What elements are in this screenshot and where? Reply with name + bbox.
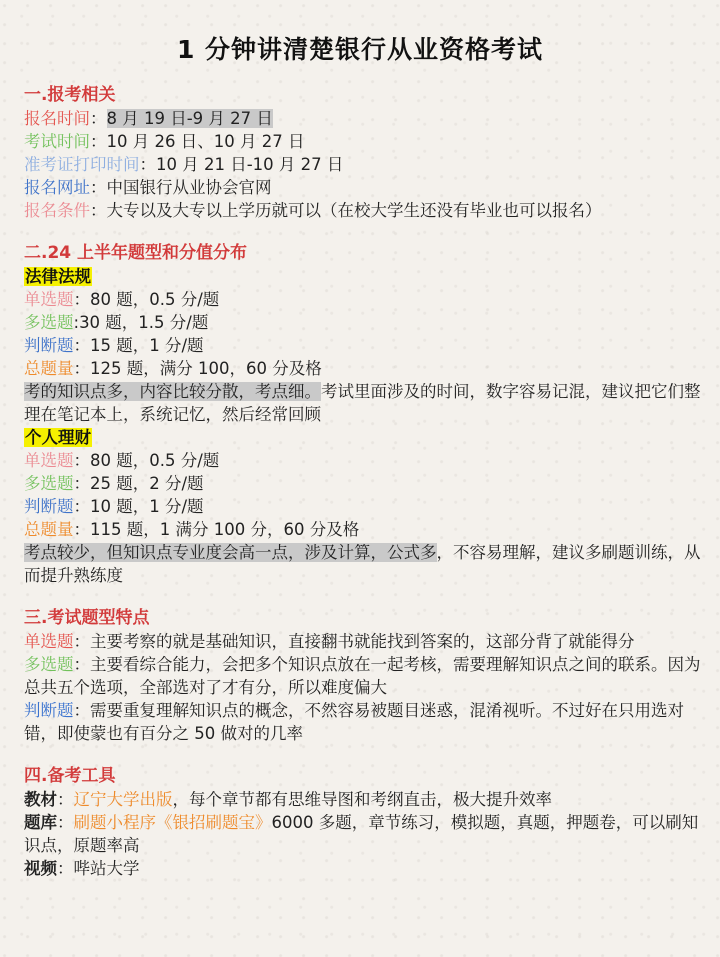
admit-card-time-row [24,153,704,176]
law-single-choice-row [24,288,704,311]
section-heading-question-features: 三.考试题型特点 [24,608,150,628]
exam-time-label: 考试时间 [24,132,90,151]
video-text: 哔站大学 [73,859,140,878]
textbook-highlight: 辽宁大学出版 [73,790,173,809]
law-note [24,380,704,426]
separator: : [73,313,80,332]
question-bank-text: 6000 多题，章节练习，模拟题，真题，押题卷，可以刷知识点，原题率高 [24,813,699,855]
law-multi-choice-row [24,311,704,334]
registration-site-value: 中国银行从业协会官网 [106,178,272,197]
separator: ： [57,813,74,832]
multi-choice-label: 多选题 [24,474,74,493]
separator: ： [73,474,90,493]
question-bank-highlight: 刷题小程序《银招刷题宝》 [73,813,272,832]
feature-single-choice [24,630,704,653]
separator: ： [57,859,74,878]
true-false-value: 10 题，1 分/题 [90,497,204,516]
single-choice-label: 单选题 [24,451,74,470]
finance-single-choice-row [24,449,704,472]
separator: ： [90,109,107,128]
separator: ： [73,520,90,539]
multi-choice-label: 多选题 [24,313,74,332]
registration-time-label: 报名时间 [24,109,90,128]
textbook-row [24,788,704,811]
multi-choice-label: 多选题 [24,655,74,674]
registration-condition-value: 大专以及大专以上学历就可以（在校大学生还没有毕业也可以报名） [106,201,602,220]
page-title: 1 分钟讲清楚银行从业资格考试 [176,35,544,64]
single-choice-value: 80 题，0.5 分/题 [90,451,220,470]
law-note-text: 考试里面涉及的时间，数字容易记混，建议把它们整理在笔记本上，系统记忆，然后经常回顾 [24,382,701,424]
subject-title-finance: 个人理财 [25,428,91,447]
total-label: 总题量 [24,520,74,539]
finance-multi-choice-row [24,472,704,495]
law-total-row [24,357,704,380]
separator: ： [73,451,90,470]
multi-choice-desc: 主要看综合能力，会把多个知识点放在一起考核，需要理解知识点之间的联系。因为总共五个选项，全部选对了才有分，所以难度偏大 [24,655,701,697]
single-choice-desc: 主要考察的就是基础知识，直接翻书就能找到答案的，这部分背了就能得分 [90,632,635,651]
exam-time-row [24,130,704,153]
section-heading-prep-tools: 四.备考工具 [24,766,116,786]
total-value: 115 题，1 满分 100 分，60 分及格 [90,520,360,539]
separator: ： [73,632,90,651]
separator: ： [73,655,90,674]
single-choice-label: 单选题 [24,632,74,651]
video-row [24,857,704,880]
finance-note [24,541,704,587]
finance-note-highlight: 考点较少，但知识点专业度会高一点，涉及计算，公式多 [24,543,437,562]
multi-choice-value: 30 题，1.5 分/题 [79,313,209,332]
separator: ： [90,132,107,151]
question-bank-label: 题库 [24,813,57,832]
textbook-label: 教材 [24,790,57,809]
finance-note-text: ，不容易理解，建议多刷题训练，从而提升熟练度 [24,543,701,585]
true-false-label: 判断题 [24,336,74,355]
video-label: 视频 [24,859,57,878]
exam-time-value: 10 月 26 日、10 月 27 日 [106,132,305,151]
registration-time-value: 8 月 19 日-9 月 27 日 [106,109,273,128]
registration-time-row [24,107,704,130]
registration-condition-row [24,199,704,222]
finance-true-false-row [24,495,704,518]
feature-multi-choice [24,653,704,699]
section-heading-registration: 一.报考相关 [24,85,116,105]
separator: ： [57,790,74,809]
admit-card-time-value: 10 月 21 日-10 月 27 日 [156,155,344,174]
total-label: 总题量 [24,359,74,378]
finance-total-row [24,518,704,541]
separator: ： [73,701,90,720]
registration-condition-label: 报名条件 [24,201,90,220]
separator: ： [73,290,90,309]
law-true-false-row [24,334,704,357]
registration-site-row [24,176,704,199]
true-false-desc: 需要重复理解知识点的概念，不然容易被题目迷惑，混淆视听。不过好在只用选对错，即使蒙也有百分之 50 做对的几率 [24,701,684,743]
true-false-label: 判断题 [24,497,74,516]
multi-choice-value: 25 题，2 分/题 [90,474,204,493]
true-false-label: 判断题 [24,701,74,720]
law-note-highlight: 考的知识点多，内容比较分散，考点细。 [24,382,321,401]
separator: ： [73,336,90,355]
feature-true-false [24,699,704,745]
separator: ： [73,497,90,516]
separator: ： [139,155,156,174]
admit-card-time-label: 准考证打印时间 [24,155,140,174]
true-false-value: 15 题，1 分/题 [90,336,204,355]
single-choice-label: 单选题 [24,290,74,309]
separator: ： [73,359,90,378]
separator: ： [90,178,107,197]
registration-site-label: 报名网址 [24,178,90,197]
single-choice-value: 80 题，0.5 分/题 [90,290,220,309]
content [24,84,704,880]
textbook-text: ，每个章节都有思维导图和考纲直击，极大提升效率 [172,790,552,809]
subject-title-law: 法律法规 [25,267,91,286]
question-bank-row [24,811,704,857]
separator: ： [90,201,107,220]
section-heading-question-types: 二.24 上半年题型和分值分布 [24,243,248,263]
total-value: 125 题，满分 100，60 分及格 [90,359,322,378]
